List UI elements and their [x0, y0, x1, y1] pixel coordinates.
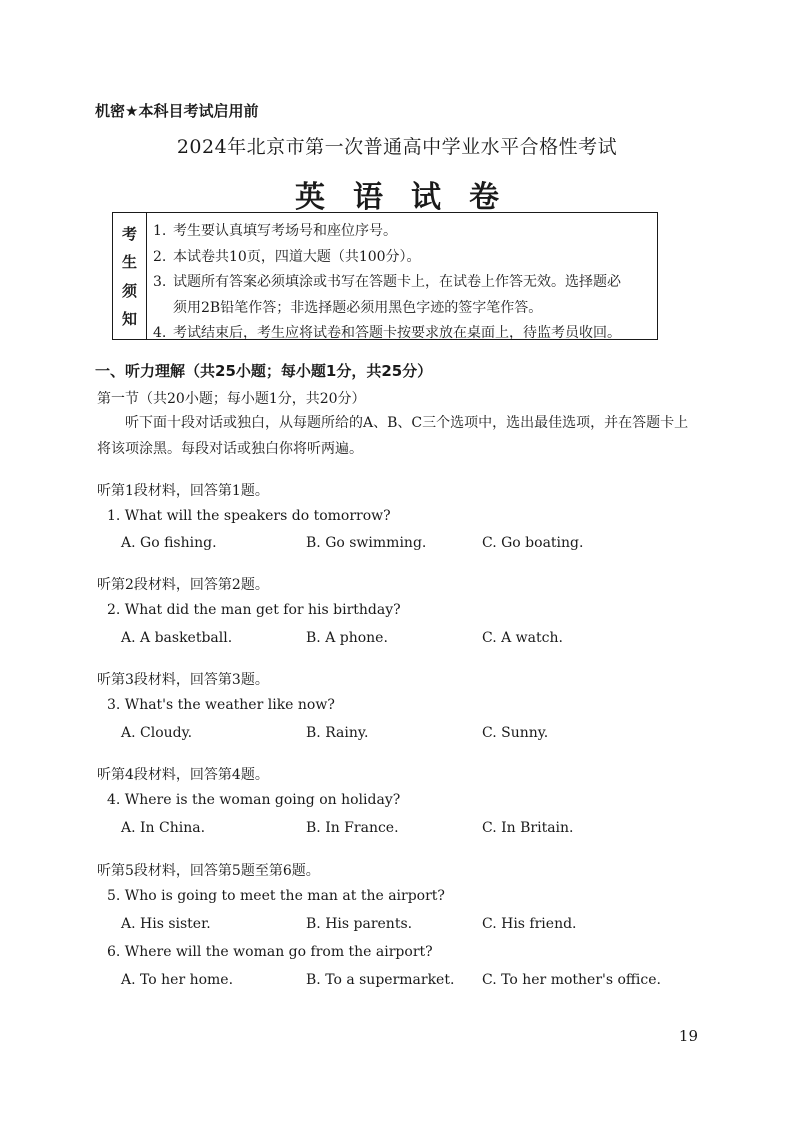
section-title: 一、听力理解（共25小题；每小题1分，共25分） [95, 362, 433, 380]
option-a: A. To her home. [121, 972, 234, 988]
question-stem: 2. What did the man get for his birthday? [107, 602, 401, 618]
notice-item-text: 试题所有答案必须填涂或书写在答题卡上，在试卷上作答无效。选择题必 [173, 274, 621, 290]
notice-item-text: 本试卷共10页，四道大题（共100分）。 [173, 248, 421, 265]
option-c: C. To her mother's office. [482, 972, 661, 988]
notice-item-continuation: 须用2B铅笔作答；非选择题必须用黑色字迹的签字笔作答。 [173, 299, 543, 316]
exam-title: 2024年北京市第一次普通高中学业水平合格性考试 [176, 136, 618, 158]
candidate-notice-box [112, 212, 658, 340]
page-number: 19 [678, 1027, 698, 1045]
notice-list [147, 213, 657, 339]
notice-item [153, 245, 657, 271]
section-instructions: 听下面十段对话或独白，从每题所给的A、B、C三个选项中，选出最佳选项，并在答题卡上将该项涂黑。每段对话或独白你将听两遍。 [97, 415, 689, 457]
confidential-label: 机密★本科目考试启用前 [95, 102, 259, 120]
subject-title: 英语试卷 [295, 180, 527, 215]
option-a: A. Go fishing. [121, 535, 217, 551]
question-stem: 5. Who is going to meet the man at the airport? [107, 888, 445, 904]
option-a: A. His sister. [121, 916, 211, 932]
option-a: A. In China. [121, 820, 206, 836]
option-a: A. A basketball. [121, 630, 233, 646]
option-c: C. A watch. [482, 630, 563, 646]
notice-item [153, 321, 657, 347]
material-intro: 听第3段材料，回答第3题。 [97, 672, 269, 688]
option-c: C. His friend. [482, 916, 577, 932]
notice-label [113, 213, 147, 339]
notice-item-number: 2. [153, 248, 167, 265]
option-a: A. Cloudy. [121, 725, 193, 741]
notice-label-char: 须 [121, 281, 137, 300]
material-intro: 听第2段材料，回答第2题。 [97, 577, 269, 593]
notice-item [153, 219, 657, 245]
question-stem: 3. What's the weather like now? [107, 697, 335, 713]
notice-item [153, 270, 657, 296]
notice-item-number: 3. [153, 274, 167, 290]
notice-item-text: 考试结束后，考生应将试卷和答题卡按要求放在桌面上，待监考员收回。 [173, 325, 621, 341]
option-b: B. His parents. [306, 916, 413, 932]
option-b: B. Rainy. [306, 725, 369, 741]
question-stem: 4. Where is the woman going on holiday? [107, 792, 401, 808]
notice-item-number: 1. [153, 223, 167, 239]
option-b: B. To a supermarket. [306, 972, 455, 988]
notice-label-char: 生 [121, 253, 137, 272]
option-c: C. Go boating. [482, 535, 584, 551]
option-c: C. Sunny. [482, 725, 549, 741]
option-b: B. In France. [306, 820, 399, 836]
notice-label-char: 知 [121, 310, 137, 329]
notice-item-text: 考生要认真填写考场号和座位序号。 [173, 223, 397, 239]
question-stem: 6. Where will the woman go from the airport? [107, 944, 433, 960]
notice-label-char: 考 [121, 224, 137, 243]
material-intro: 听第1段材料，回答第1题。 [97, 483, 269, 499]
option-b: B. Go swimming. [306, 535, 427, 551]
material-intro: 听第5段材料，回答第5题至第6题。 [97, 863, 320, 879]
option-b: B. A phone. [306, 630, 388, 646]
subsection-title: 第一节（共20小题；每小题1分，共20分） [97, 391, 366, 407]
notice-item-number: 4. [153, 325, 167, 341]
option-c: C. In Britain. [482, 820, 574, 836]
material-intro: 听第4段材料，回答第4题。 [97, 767, 269, 783]
question-stem: 1. What will the speakers do tomorrow? [107, 508, 391, 524]
